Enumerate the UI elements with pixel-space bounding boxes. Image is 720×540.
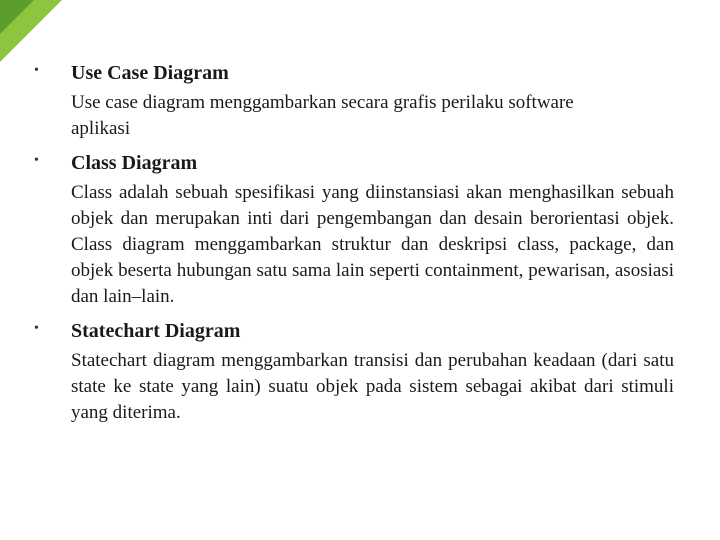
section-heading: Class Diagram: [71, 152, 198, 174]
section-body: Statechart diagram menggambarkan transisi dan perubahan keadaan (dari satu state ke state yang lain) suatu objek pada sistem sebagai akibat dari stimuli yang diterima.: [71, 350, 674, 423]
bullet-icon: •: [34, 153, 39, 168]
section-heading: Statechart Diagram: [71, 320, 241, 342]
section-heading: Use Case Diagram: [71, 62, 229, 84]
bullet-icon: •: [34, 321, 39, 336]
section-class: [30, 148, 674, 310]
section-body: Use case diagram menggambarkan secara grafis perilaku software aplikasi: [71, 92, 574, 139]
bullet-icon: •: [34, 63, 39, 78]
section-use-case: [30, 58, 674, 142]
section-statechart: [30, 316, 674, 426]
slide-content: [30, 58, 674, 432]
section-body: Class adalah sebuah spesifikasi yang diinstansiasi akan menghasilkan sebuah objek dan merupakan inti dari pengembangan dan desain berorientasi objek. Class diagram menggambarkan struktur dan deskripsi class, package, dan objek beserta hubungan satu sama lain seperti containment, pewarisan, asosiasi dan lain–lain.: [71, 182, 674, 307]
